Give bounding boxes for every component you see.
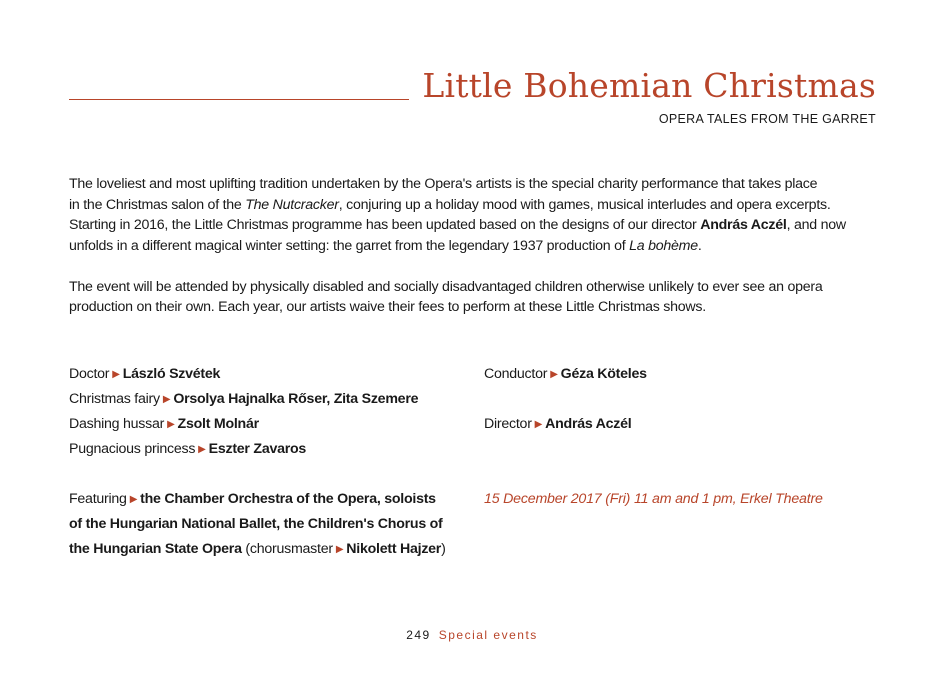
- text-run: Starting in 2016, the Little Christmas programme has been updated based on the designs of our director: [69, 217, 701, 233]
- intro-line: [69, 236, 879, 257]
- cast-name: László Szvétek: [122, 366, 221, 382]
- spacer: [484, 387, 884, 412]
- cast-name: Orsolya Hajnalka Rőser, Zita Szemere: [173, 391, 419, 407]
- featuring-text: the Chamber Orchestra of the Opera, soloists: [140, 491, 436, 507]
- work-title-nutcracker: The Nutcracker: [245, 196, 339, 213]
- cast-role: Doctor: [69, 366, 110, 382]
- work-title-boheme: La bohème: [629, 237, 698, 254]
- arrow-right-icon: ▶: [534, 419, 543, 430]
- page-footer: [0, 628, 944, 642]
- featuring-line: [69, 537, 469, 562]
- crew-list: [484, 362, 884, 437]
- arrow-right-icon: ▶: [162, 394, 171, 405]
- cast-role: Dashing hussar: [69, 416, 165, 432]
- chorusmaster-name: Nikolett Hajzer: [346, 541, 442, 557]
- arrow-right-icon: ▶: [335, 544, 344, 555]
- page-number: 249: [406, 628, 431, 642]
- cast-name: Zsolt Molnár: [177, 416, 259, 432]
- cast-name: Eszter Zavaros: [208, 441, 307, 457]
- text-run: unfolds in a different magical winter setting: the garret from the legendary 1937 production of: [69, 237, 630, 254]
- director-name: András Aczél: [700, 217, 787, 233]
- cast-item: [69, 387, 469, 412]
- cast-item: [69, 362, 469, 387]
- arrow-right-icon: ▶: [112, 369, 120, 380]
- page-subtitle: OPERA TALES FROM THE GARRET: [658, 112, 876, 126]
- intro-line: The loveliest and most uplifting tradition undertaken by the Opera's artists is the special charity performance that takes place: [69, 176, 818, 192]
- featuring-text: the Hungarian State Opera: [69, 541, 242, 557]
- title-rule: [69, 99, 409, 100]
- crew-item-director: [484, 412, 884, 437]
- featuring-block: [69, 487, 469, 562]
- crew-role: Conductor: [484, 366, 548, 382]
- text-run: in the Christmas salon of the: [69, 196, 246, 213]
- cast-role: Christmas fairy: [69, 391, 160, 407]
- text-run: , conjuring up a holiday mood with games, musical interludes and opera excerpts.: [338, 196, 831, 213]
- arrow-right-icon: ▶: [167, 419, 175, 430]
- intro-paragraph-1: [69, 174, 879, 256]
- crew-item-conductor: [484, 362, 884, 387]
- intro-line: [69, 215, 879, 236]
- crew-role: Director: [484, 416, 532, 432]
- featuring-line: [69, 487, 469, 512]
- featuring-text: ): [441, 541, 446, 557]
- intro-line: The event will be attended by physically disabled and socially disadvantaged children otherwise unlikely to ever see an opera: [69, 278, 823, 295]
- text-run: , and now: [786, 217, 846, 233]
- arrow-right-icon: ▶: [129, 494, 138, 505]
- cast-list: [69, 362, 469, 462]
- intro-line: [69, 195, 879, 216]
- featuring-text: of the Hungarian National Ballet, the Children's Chorus of: [69, 516, 443, 532]
- intro-line: production on their own. Each year, our artists waive their fees to perform at these Little Christmas shows.: [69, 299, 706, 315]
- page-title: Little Bohemian Christmas: [422, 66, 876, 105]
- intro-paragraph-2: [69, 277, 879, 318]
- intro-text: [69, 174, 879, 338]
- event-date: 15 December 2017 (Fri) 11 am and 1 pm, Erkel Theatre: [484, 491, 823, 507]
- featuring-line: [69, 512, 469, 537]
- featuring-text: (chorusmaster: [241, 541, 333, 557]
- crew-name: András Aczél: [545, 416, 632, 432]
- cast-item: [69, 437, 469, 462]
- text-run: .: [697, 237, 702, 254]
- arrow-right-icon: ▶: [550, 369, 558, 380]
- cast-item: [69, 412, 469, 437]
- arrow-right-icon: ▶: [198, 444, 206, 455]
- crew-name: Géza Köteles: [560, 366, 647, 382]
- cast-role: Pugnacious princess: [69, 441, 196, 457]
- section-name: Special events: [438, 628, 538, 642]
- featuring-label: Featuring: [69, 491, 127, 507]
